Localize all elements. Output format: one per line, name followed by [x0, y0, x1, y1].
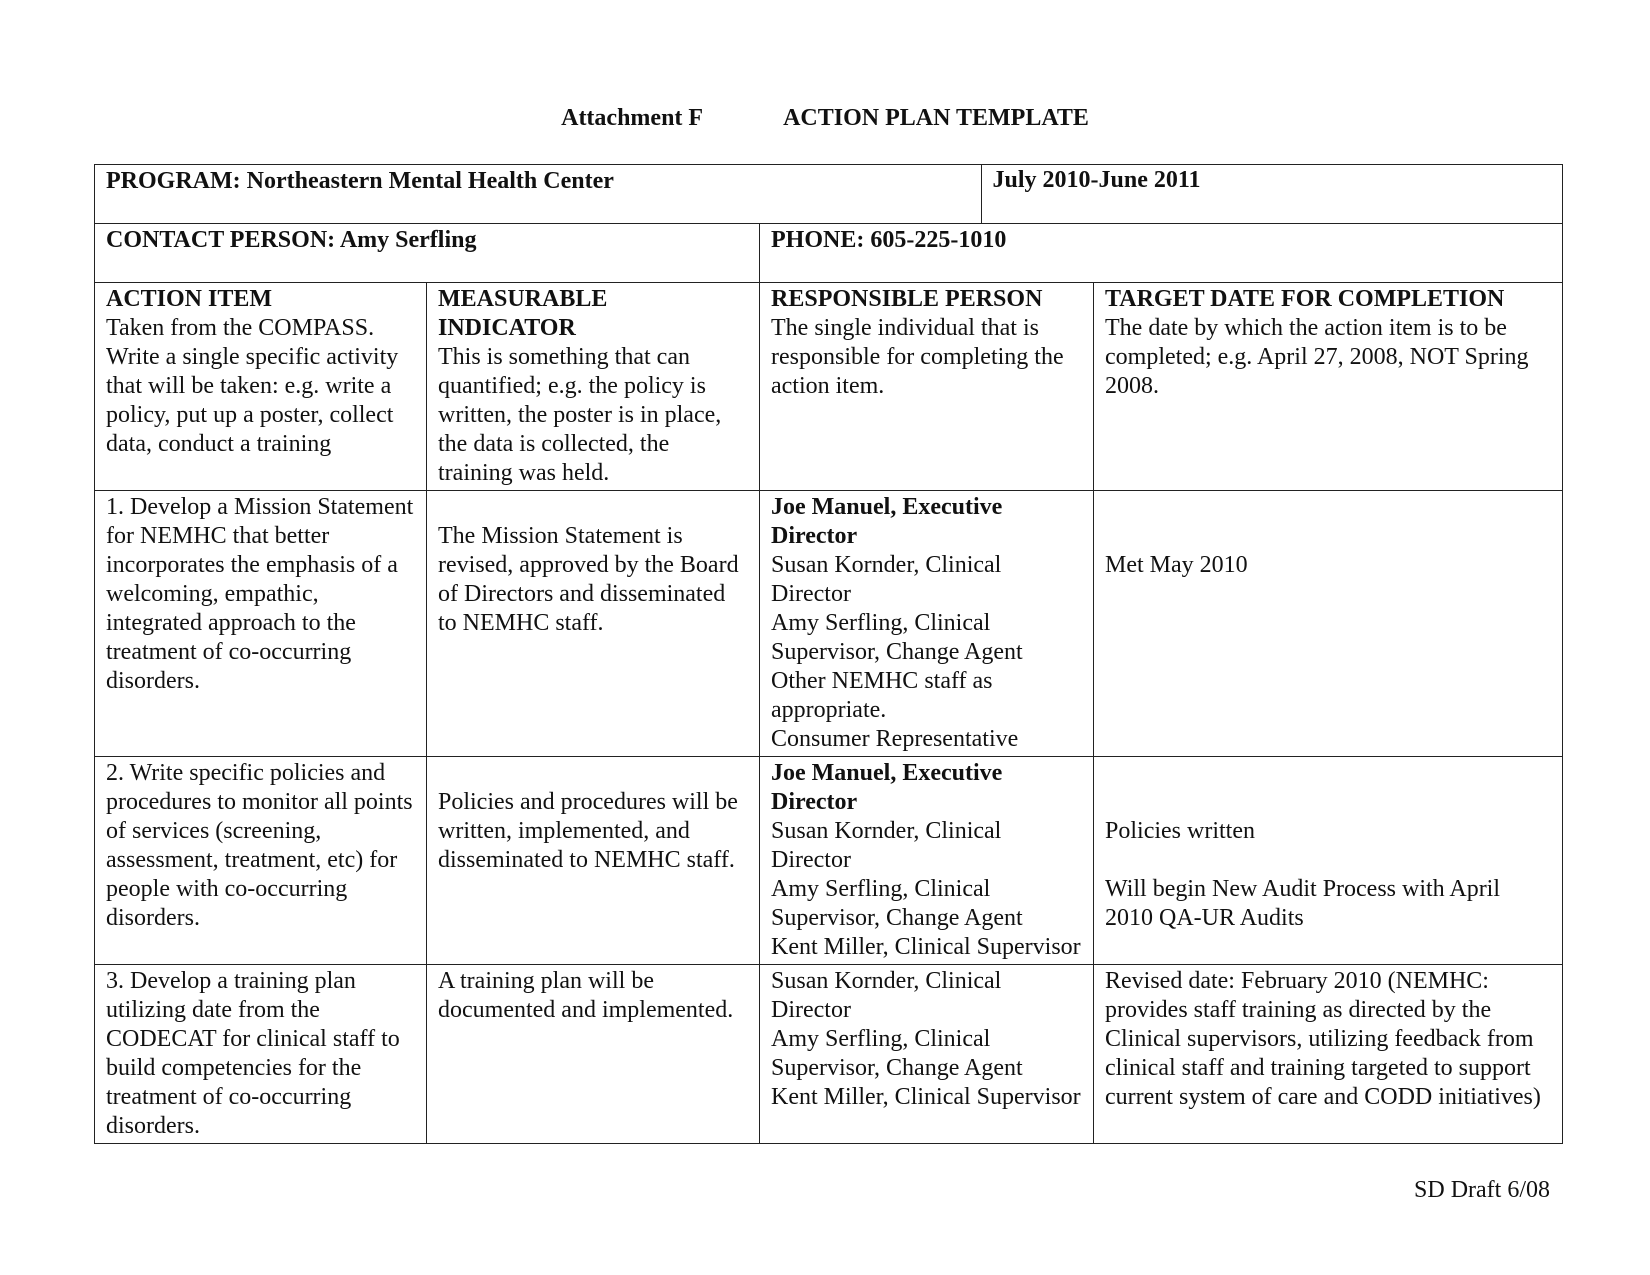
column-description: The date by which the action item is to be completed; e.g. April 27, 2008, NOT Spring 2008. — [1105, 315, 1529, 399]
phone-cell — [760, 224, 1563, 283]
column-header-row — [95, 283, 1563, 491]
responsible-cell — [760, 491, 1094, 757]
contact-cell — [95, 224, 760, 283]
action-item-cell — [95, 757, 427, 965]
target-date-text: Will begin New Audit Process with April 2010 QA-UR Audits — [1105, 876, 1501, 931]
target-date-text: Policies written — [1105, 818, 1255, 844]
action-item-text: 2. Write specific policies and procedures to monitor all points of services (screening, assessment, treatment, etc) for people with co-occurring disorders. — [106, 760, 413, 931]
responsible-person: Amy Serfling, Clinical Supervisor, Change Agent — [771, 610, 1023, 665]
column-header-target — [1094, 283, 1563, 491]
column-description: Taken from the COMPASS. Write a single specific activity that will be taken: e.g. write a policy, put up a poster, collect data, conduct a training — [106, 315, 399, 457]
column-heading: RESPONSIBLE PERSON — [771, 286, 1043, 312]
column-header-indicator — [427, 283, 760, 491]
responsible-person: Kent Miller, Clinical Supervisor — [771, 934, 1081, 960]
lead-person: Joe Manuel, Executive Director — [771, 494, 1003, 549]
program-name: PROGRAM: Northeastern Mental Health Center — [106, 168, 614, 194]
responsible-person: Other NEMHC staff as appropriate. — [771, 668, 993, 723]
table-row — [95, 757, 1563, 965]
contact-person: CONTACT PERSON: Amy Serfling — [106, 227, 477, 253]
indicator-cell — [427, 757, 760, 965]
column-heading: TARGET DATE FOR COMPLETION — [1105, 286, 1505, 312]
responsible-person: Susan Kornder, Clinical Director — [771, 552, 1002, 607]
responsible-person: Kent Miller, Clinical Supervisor — [771, 1084, 1081, 1110]
responsible-person: Amy Serfling, Clinical Supervisor, Change Agent — [771, 876, 1023, 931]
responsible-person: Consumer Representative — [771, 726, 1019, 752]
action-item-cell — [95, 491, 427, 757]
period-cell — [992, 165, 1563, 224]
responsible-cell — [760, 757, 1094, 965]
table-row — [95, 491, 1563, 757]
column-heading: ACTION ITEM — [106, 286, 273, 312]
target-date-text: Met May 2010 — [1105, 552, 1248, 578]
attachment-label: Attachment F — [561, 105, 704, 131]
table-row — [95, 965, 1563, 1144]
contact-row — [95, 224, 1563, 283]
column-header-responsible — [760, 283, 1094, 491]
lead-person: Joe Manuel, Executive Director — [771, 760, 1003, 815]
target-date-text: Revised date: February 2010 (NEMHC: provides staff training as directed by the Clinical supervisors, utilizing feedback from clinical staff and training targeted to support current system of care and CODD initiatives) — [1105, 968, 1541, 1110]
program-period: July 2010-June 2011 — [992, 167, 1201, 193]
column-description: The single individual that is responsible for completing the action item. — [771, 315, 1064, 399]
target-date-cell — [1094, 491, 1563, 757]
document-title — [0, 103, 1650, 133]
responsible-person: Amy Serfling, Clinical Supervisor, Change Agent — [771, 1026, 1023, 1081]
target-date-cell — [1094, 965, 1563, 1144]
action-item-text: 1. Develop a Mission Statement for NEMHC that better incorporates the emphasis of a welcoming, empathic, integrated approach to the treatment of co-occurring disorders. — [106, 494, 414, 694]
responsible-person: Susan Kornder, Clinical Director — [771, 968, 1002, 1023]
column-header-action — [95, 283, 427, 491]
footer-draft-label: SD Draft 6/08 — [1414, 1177, 1550, 1203]
indicator-text: The Mission Statement is revised, approved by the Board of Directors and disseminated to NEMHC staff. — [438, 523, 739, 636]
column-description: This is something that can quantified; e.g. the policy is written, the poster is in place, the data is collected, the training was held. — [438, 344, 722, 486]
action-item-text: 3. Develop a training plan utilizing date from the CODECAT for clinical staff to build competencies for the treatment of co-occurring disorders. — [106, 968, 400, 1139]
indicator-cell — [427, 491, 760, 757]
indicator-cell — [427, 965, 760, 1144]
template-title: ACTION PLAN TEMPLATE — [783, 105, 1089, 131]
responsible-person: Susan Kornder, Clinical Director — [771, 818, 1002, 873]
indicator-text: A training plan will be documented and implemented. — [438, 968, 734, 1023]
program-row — [95, 165, 1563, 224]
period-box — [981, 164, 1211, 224]
column-heading: MEASURABLE INDICATOR — [438, 286, 608, 341]
program-cell — [95, 165, 1094, 224]
indicator-text: Policies and procedures will be written, implemented, and disseminated to NEMHC staff. — [438, 789, 738, 873]
target-date-cell — [1094, 757, 1563, 965]
action-plan-table — [94, 164, 1563, 1144]
responsible-cell — [760, 965, 1094, 1144]
action-item-cell — [95, 965, 427, 1144]
contact-phone: PHONE: 605-225-1010 — [771, 227, 1007, 253]
